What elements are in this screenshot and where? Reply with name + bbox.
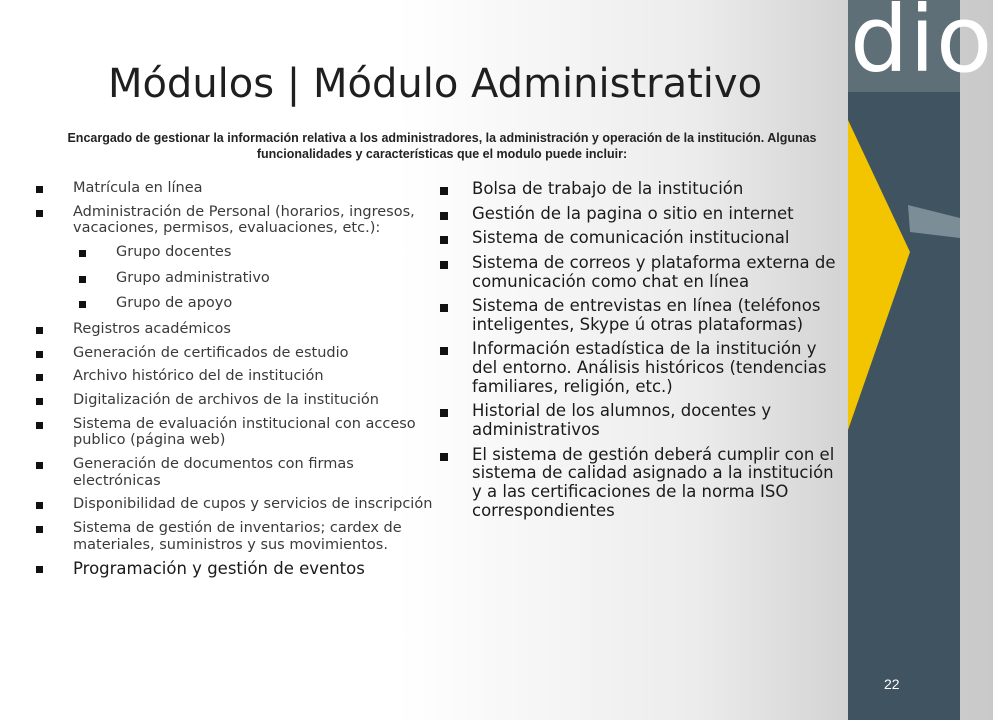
square-bullet-icon	[36, 374, 43, 381]
list-item-text: Digitalización de archivos de la institución	[73, 392, 379, 409]
list-item	[438, 402, 840, 439]
list-item	[36, 456, 438, 489]
slide-intro: Encargado de gestionar la información relativa a los administradores, la administración y operación de la institución. Algunas funcionalidades y características que el modulo puede incluir:	[67, 131, 817, 161]
list-item-text: Generación de certificados de estudio	[73, 344, 349, 361]
square-bullet-icon	[440, 212, 448, 220]
square-bullet-icon	[36, 398, 43, 405]
list-item-text: Gestión de la pagina o sitio en internet	[472, 203, 794, 223]
list-item	[438, 229, 840, 248]
list-item	[438, 205, 840, 224]
list-item-text: Registros académicos	[73, 321, 231, 338]
square-bullet-icon	[36, 462, 43, 469]
list-item-text: Historial de los alumnos, docentes y administrativos	[472, 401, 772, 440]
list-item-text: Sistema de correos y plataforma externa de comunicación como chat en línea	[472, 252, 836, 291]
list-item-text: Grupo docentes	[116, 244, 232, 261]
list-item	[36, 560, 438, 579]
list-item	[36, 520, 438, 553]
list-item-text: Sistema de comunicación institucional	[472, 228, 790, 248]
square-bullet-icon	[440, 304, 448, 312]
list-item-text: Generación de documentos con firmas electrónicas	[73, 456, 354, 489]
list-item-text: Grupo administrativo	[116, 269, 270, 286]
yellow-triangle-lower	[848, 252, 910, 430]
square-bullet-icon	[36, 422, 43, 429]
list-item-text: Grupo de apoyo	[116, 295, 233, 312]
square-bullet-icon	[36, 526, 43, 533]
left-bullet-list	[36, 180, 438, 586]
list-item	[36, 496, 438, 513]
gray-ray	[908, 205, 960, 238]
list-item	[438, 340, 840, 396]
list-item	[36, 416, 438, 449]
slide-title: Módulos | Módulo Administrativo	[107, 61, 763, 107]
square-bullet-icon	[79, 301, 86, 308]
yellow-triangle-upper	[848, 120, 910, 260]
square-bullet-icon	[36, 351, 43, 358]
list-item	[36, 368, 438, 385]
right-bullet-list	[438, 180, 840, 526]
list-item	[36, 180, 438, 197]
square-bullet-icon	[440, 187, 448, 195]
list-item	[438, 297, 840, 334]
square-bullet-icon	[440, 409, 448, 417]
square-bullet-icon	[36, 566, 43, 573]
square-bullet-icon	[79, 250, 86, 257]
square-bullet-icon	[79, 276, 86, 283]
square-bullet-icon	[36, 502, 43, 509]
list-item-text: Información estadística de la institución y del entorno. Análisis históricos (tendencias familiares, religión, etc.)	[472, 339, 827, 396]
square-bullet-icon	[440, 347, 448, 355]
list-item-text: Sistema de evaluación institucional con acceso publico (página web)	[73, 415, 416, 449]
decorative-side-panel	[848, 0, 993, 720]
list-item	[438, 446, 840, 521]
list-item-text: El sistema de gestión deberá cumplir con el sistema de calidad asignado a la institución y a las certificaciones de la norma ISO correspondientes	[472, 444, 835, 520]
page-number: 22	[884, 676, 900, 692]
list-item	[36, 392, 438, 409]
sub-list-item	[36, 244, 438, 261]
list-item	[438, 180, 840, 199]
list-item-text: Disponibilidad de cupos y servicios de inscripción	[73, 496, 433, 513]
square-bullet-icon	[440, 236, 448, 244]
corner-logo-text: dio	[850, 0, 993, 93]
sub-list-item	[36, 270, 438, 287]
list-item-text: Archivo histórico del de institución	[73, 368, 324, 385]
list-item	[36, 321, 438, 338]
decorative-shapes	[848, 0, 960, 720]
sub-list-item	[36, 295, 438, 312]
list-item	[36, 345, 438, 362]
square-bullet-icon	[440, 453, 448, 461]
list-item-text: Sistema de entrevistas en línea (teléfonos inteligentes, Skype ú otras plataformas)	[472, 296, 821, 334]
list-item	[438, 254, 840, 291]
list-item-text: Administración de Personal (horarios, ingresos, vacaciones, permisos, evaluaciones, etc.):	[73, 203, 415, 237]
square-bullet-icon	[440, 261, 448, 269]
list-item-text: Matrícula en línea	[73, 180, 203, 196]
list-item-text: Programación y gestión de eventos	[73, 559, 365, 579]
list-item	[36, 204, 438, 237]
list-item-text: Sistema de gestión de inventarios; cardex de materiales, suministros y sus movimientos.	[73, 520, 402, 553]
square-bullet-icon	[36, 186, 43, 193]
square-bullet-icon	[36, 210, 43, 217]
list-item-text: Bolsa de trabajo de la institución	[472, 179, 744, 198]
square-bullet-icon	[36, 327, 43, 334]
